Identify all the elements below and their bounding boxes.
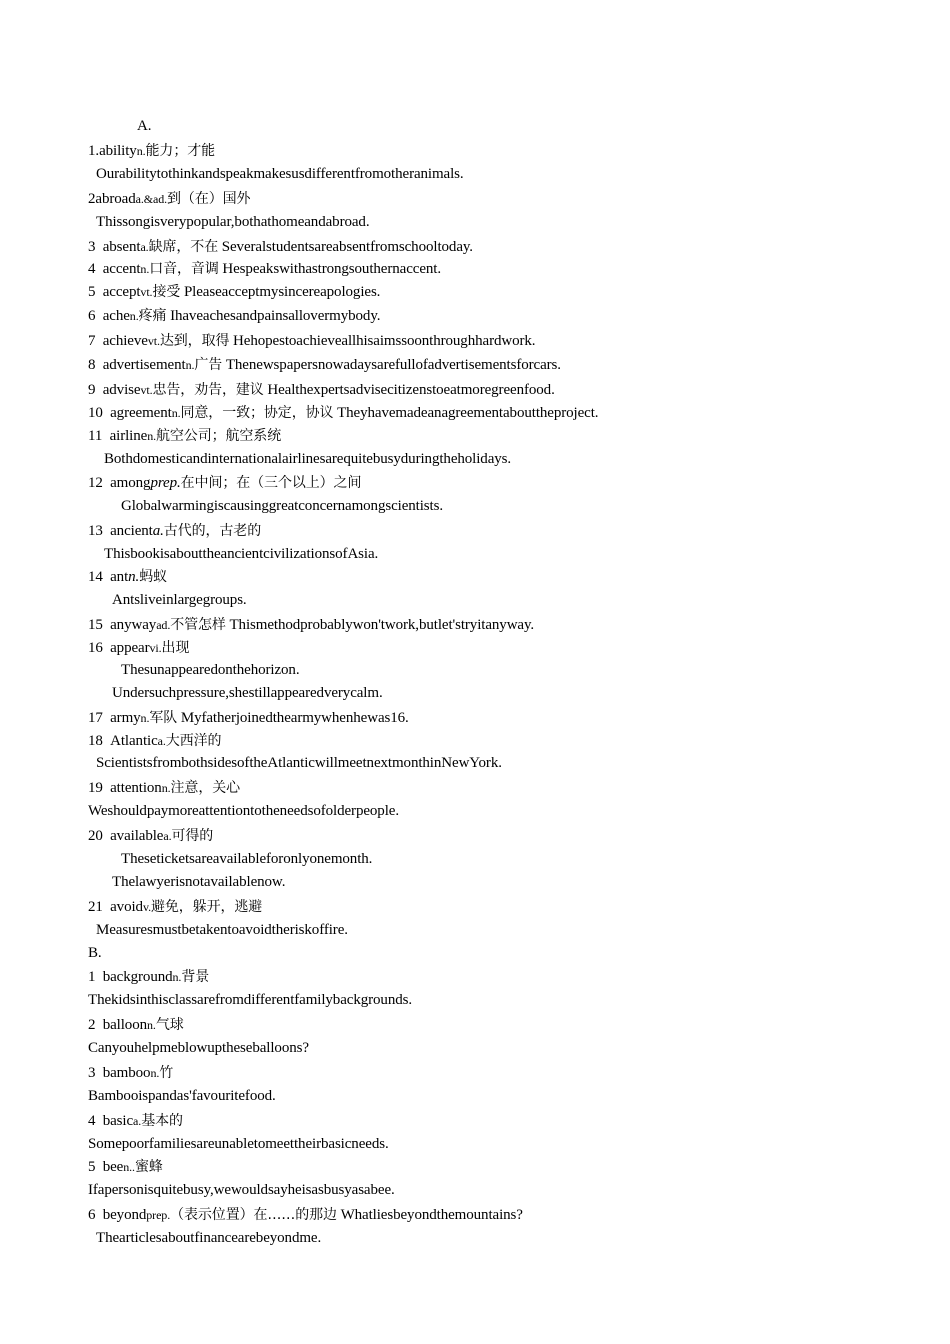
entry-b-4-example: Somepoorfamiliesareunabletomeettheirbasicneeds. [88,1136,389,1152]
entry-number: 16 [88,640,103,656]
entry-word: among [110,475,151,491]
entry-a-17 [88,708,409,728]
entry-number: 15 [88,617,103,633]
entry-number: 4 [88,261,96,277]
entry-number: 9 [88,382,96,398]
entry-pos: n. [147,429,156,443]
entry-meaning: 背景 [181,969,210,985]
entry-a-3 [88,237,473,257]
entry-example: Theyhavemadeanagreementabouttheproject. [337,405,599,421]
entry-pos: n. [136,144,146,158]
entry-number: 10 [88,405,103,421]
entry-meaning: 蚂蚁 [139,569,168,585]
entry-pos: a. [140,240,149,254]
entry-number: 6 [88,1207,96,1223]
entry-a-19-example: Weshouldpaymoreattentiontotheneedsofolderpeople. [88,803,399,819]
entry-meaning: 不管怎样 [170,617,226,633]
entry-meaning: 广告 [194,357,223,373]
entry-word: background [102,969,173,985]
entry-pos: ad. [156,618,171,632]
entry-a-1 [88,141,215,161]
entry-number: 19 [88,780,103,796]
entry-a-5 [88,282,380,302]
entry-a-2-example: Thissongisverypopular,bothathomeandabroad. [96,214,370,230]
entry-number: 7 [88,333,96,349]
entry-word: bamboo [102,1065,151,1081]
entry-word: accept [102,284,141,300]
entry-pos: n. [161,781,171,795]
entry-pos: n. [150,1066,160,1080]
entry-number: 3 [88,1065,96,1081]
entry-meaning: （表示位置）在……的那边 [170,1207,337,1223]
entry-pos: n. [140,262,150,276]
entry-a-18 [88,731,221,751]
entry-word: attention [110,780,162,796]
entry-example: Whatliesbeyondthemountains? [340,1207,523,1223]
entry-a-2 [88,189,250,209]
entry-word: abroad [95,191,136,207]
entry-b-3 [88,1063,173,1083]
entry-word: avoid [110,899,143,915]
entry-a-16-example-1: Thesunappearedonthehorizon. [121,662,300,678]
entry-word: agreement [110,405,172,421]
entry-meaning: 接受 [152,284,181,300]
entry-a-20 [88,826,213,846]
entry-a-19 [88,778,240,798]
entry-number: 17 [88,710,103,726]
entry-meaning: 避免，躲开，逃避 [150,899,263,915]
entry-meaning: 军队 [149,710,178,726]
entry-a-7 [88,331,535,351]
entry-example: Severalstudentsareabsentfromschooltoday. [221,239,473,255]
entry-b-1-example: Thekidsinthisclassarefromdifferentfamilybackgrounds. [88,992,413,1008]
entry-meaning: 疼痛 [138,308,167,324]
entry-meaning: 达到，取得 [159,333,230,349]
entry-number: 5 [88,1159,96,1175]
entry-word: bee [102,1159,124,1175]
entry-meaning: 航空公司；航空系统 [156,428,282,444]
entry-word: ancient [110,523,153,539]
entry-a-13-example: ThisbookisabouttheancientcivilizationsofAsia. [104,546,379,562]
entry-b-6 [88,1205,523,1225]
entry-pos: a.&ad. [135,192,168,206]
entry-meaning: 出现 [161,640,190,656]
entry-word: Atlantic [110,733,158,749]
entry-meaning: 大西洋的 [165,733,222,749]
entry-number: 5 [88,284,96,300]
entry-a-12 [88,473,361,493]
entry-pos: a. [133,1114,142,1128]
entry-b-5-example: Ifapersonisquitebusy,wewouldsayheisasbusyasabee. [88,1182,395,1198]
entry-meaning: 缺席，不在 [148,239,219,255]
entry-word: available [110,828,164,844]
entry-pos: prep. [150,475,181,491]
entry-pos: prep. [146,1208,171,1222]
entry-word: appear [110,640,150,656]
entry-pos: n.. [123,1160,135,1174]
entry-pos: v. [142,900,151,914]
entry-example: Thenewspapersnowadaysarefullofadvertisementsforcars. [225,357,561,373]
entry-pos: a. [152,523,164,539]
entry-word: absent [102,239,141,255]
entry-word: beyond [102,1207,147,1223]
entry-meaning: 在中间；在（三个以上）之间 [180,475,362,491]
entry-meaning: 能力；才能 [145,143,216,159]
entry-a-11-example: Bothdomesticandinternationalairlinesarequitebusyduringtheholidays. [104,451,512,467]
entry-b-2 [88,1015,184,1035]
entry-a-15 [88,615,534,635]
entry-number: 6 [88,308,96,324]
entry-meaning: 可得的 [171,828,214,844]
entry-word: ache [102,308,130,324]
entry-meaning: 口音，音调 [149,261,219,277]
entry-example: Pleaseacceptmysincereapologies. [183,284,381,300]
entry-a-16 [88,638,189,658]
entry-meaning: 气球 [155,1017,184,1033]
entry-word: basic [102,1113,134,1129]
entry-pos: vt. [147,334,160,348]
entry-number: 1. [88,143,100,159]
entry-a-21 [88,897,262,917]
entry-meaning: 注意，关心 [170,780,241,796]
entry-a-6 [88,306,380,326]
entry-pos: n. [128,569,140,585]
entry-a-1-example: Ourabilitytothinkandspeakmakesusdifferentfromotheranimals. [96,166,464,182]
entry-a-14 [88,567,167,587]
entry-number: 4 [88,1113,96,1129]
entry-meaning: 蜜蜂 [134,1159,163,1175]
entry-word: ant [110,569,129,585]
entry-meaning: 基本的 [141,1113,183,1129]
section-b-heading: B. [88,945,102,961]
entry-number: 21 [88,899,103,915]
entry-word: advise [102,382,141,398]
entry-b-6-example: Thearticlesaboutfinancearebeyondme. [96,1230,322,1246]
entry-b-1 [88,967,209,987]
entry-pos: n. [171,406,181,420]
entry-example: Thismethodprobablywon'twork,butlet'stryitanyway. [229,617,535,633]
entry-word: achieve [102,333,148,349]
entry-number: 3 [88,239,96,255]
entry-number: 12 [88,475,103,491]
entry-a-14-example: Antsliveinlargegroups. [112,592,247,608]
entry-meaning: 竹 [159,1065,174,1081]
entry-pos: a. [163,829,172,843]
entry-number: 8 [88,357,96,373]
entry-number: 1 [88,969,96,985]
entry-meaning: 到（在）国外 [167,191,251,207]
entry-a-8 [88,355,561,375]
entry-example: Ihaveachesandpainsallovermybody. [170,308,381,324]
entry-example: Healthexpertsadvisecitizenstoeatmoregreenfood. [267,382,555,398]
entry-word: anyway [110,617,157,633]
entry-pos: n. [147,1018,156,1032]
entry-pos: n. [140,711,150,725]
entry-a-9 [88,380,555,400]
entry-pos: vi. [149,641,162,655]
entry-b-5 [88,1157,163,1177]
entry-pos: a. [157,734,166,748]
entry-a-4 [88,259,441,279]
entry-a-13 [88,521,261,541]
entry-a-10 [88,403,598,423]
entry-meaning: 同意，一致；协定，协议 [180,405,334,421]
entry-example: Hespeakswithastrongsouthernaccent. [222,261,442,277]
entry-word: ability [99,143,137,159]
entry-number: 14 [88,569,103,585]
entry-a-11 [88,426,281,446]
entry-meaning: 古代的，古老的 [163,523,262,539]
entry-b-4 [88,1111,183,1131]
entry-a-20-example-1: Theseticketsareavailableforonlyonemonth. [121,851,373,867]
entry-pos: n. [172,970,182,984]
entry-word: advertisement [102,357,186,373]
entry-pos: vt. [140,285,153,299]
entry-word: balloon [102,1017,148,1033]
entry-word: airline [109,428,148,444]
entry-a-16-example-2: Undersuchpressure,shestillappearedverycalm. [112,685,383,701]
entry-number: 20 [88,828,103,844]
entry-pos: vt. [140,383,153,397]
entry-a-18-example: ScientistsfrombothsidesoftheAtlanticwillmeetnextmonthinNewYork. [96,755,502,771]
entry-number: 2 [88,1017,96,1033]
entry-b-3-example: Bambooispandas'favouritefood. [88,1088,276,1104]
entry-example: Myfatherjoinedthearmywhenhewas16. [180,710,409,726]
entry-pos: n. [185,358,195,372]
entry-b-2-example: Canyouhelpmeblowuptheseballoons? [88,1040,309,1056]
entry-word: army [110,710,141,726]
entry-meaning: 忠告，劝告，建议 [152,382,264,398]
entry-a-21-example: Measuresmustbetakentoavoidtheriskoffire. [96,922,348,938]
entry-number: 13 [88,523,103,539]
section-a-heading: A. [137,118,152,134]
entry-number: 11 [88,428,103,444]
entry-example: Hehopestoachieveallhisaimssoonthroughhardwork. [233,333,536,349]
entry-a-20-example-2: Thelawyerisnotavailablenow. [112,874,286,890]
entry-word: accent [102,261,141,277]
entry-pos: n. [129,309,139,323]
entry-a-12-example: Globalwarmingiscausinggreatconcernamongscientists. [121,498,443,514]
entry-number: 2 [88,191,96,207]
entry-number: 18 [88,733,103,749]
